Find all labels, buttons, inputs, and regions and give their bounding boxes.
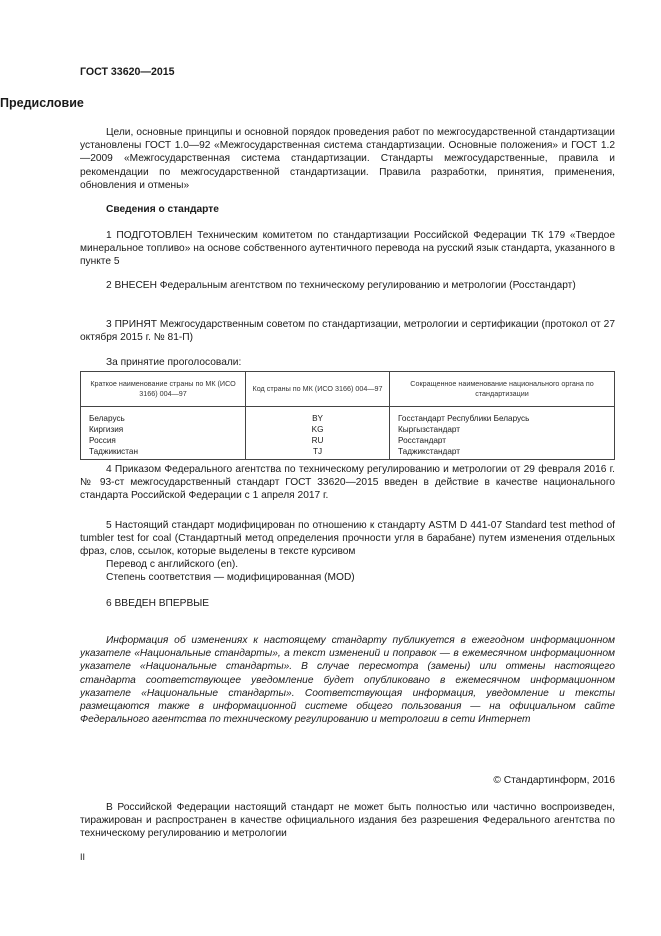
standards-body: Таджикстандарт xyxy=(390,446,615,460)
table-header-row xyxy=(81,372,615,407)
standards-body: Кыргызстандарт xyxy=(390,424,615,435)
country-code: KG xyxy=(246,424,390,435)
table-row xyxy=(81,407,615,425)
item-4-paragraph: 4 Приказом Федерального агентства по техническому регулированию и метрологии от 29 февраля 2016 г. № 93-ст межгосударственный стандарт ГОСТ 33620—2015 введен в действие в качестве национального стандарта Российской Федерации с 1 апреля 2017 г. xyxy=(80,464,615,502)
reproduction-rights: В Российской Федерации настоящий стандарт не может быть полностью или частично воспроизведен, тиражирован и распространен в качестве официального издания без разрешения Федерального агентства по техническому регулированию и метрологии xyxy=(80,802,615,840)
country-name: Беларусь xyxy=(81,407,246,425)
table-row xyxy=(81,424,615,435)
amendments-notice: Информация об изменениях к настоящему стандарту публикуется в ежегодном информационном указателе «Национальные стандарты», а текст изменений и поправок — в ежемесячном информационном указателе «Национальные стандарты». В случае пересмотра (замены) или отмены настоящего стандарта соответствующее уведомление будет опубликовано в ежемесячном информационном указателе «Национальные стандарты». Соответствующая информация, уведомление и тексты размещаются также в информационной системе общего пользования — на официальном сайте Федерального агентства по техническому регулированию и метрологии в сети Интернет xyxy=(80,635,615,726)
country-name: Россия xyxy=(81,435,246,446)
page-number: II xyxy=(80,852,86,862)
country-code: RU xyxy=(246,435,390,446)
table-header-body: Сокращенное наименование национального органа по стандартизации xyxy=(390,372,615,407)
table-row xyxy=(81,446,615,460)
item-5-paragraph: 5 Настоящий стандарт модифицирован по отношению к стандарту ASTM D 441-07 Standard test method of tumbler test for coal (Стандартный метод определения прочности угля в барабане) путем изменения отдельных фраз, слов, ссылок, которые выделены в тексте курсивом xyxy=(80,520,615,558)
voting-table xyxy=(80,371,615,460)
standards-body: Росстандарт xyxy=(390,435,615,446)
document-header-id: ГОСТ 33620—2015 xyxy=(80,66,175,78)
country-name: Таджикистан xyxy=(81,446,246,460)
table-header-country: Краткое наименование страны по МК (ИСО 3166) 004—97 xyxy=(81,372,246,407)
item-2-paragraph: 2 ВНЕСЕН Федеральным агентством по техническому регулированию и метрологии (Росстандарт) xyxy=(106,280,576,291)
item-6-paragraph: 6 ВВЕДЕН ВПЕРВЫЕ xyxy=(106,598,210,609)
item-1-paragraph: 1 ПОДГОТОВЛЕН Техническим комитетом по стандартизации Российской Федерации ТК 179 «Твердое минеральное топливо» на основе собственного аутентичного перевода на русский язык стандарта, указанного в пункте 5 xyxy=(80,230,615,268)
intro-paragraph: Цели, основные принципы и основной порядок проведения работ по межгосударственной стандартизации установлены ГОСТ 1.0—92 «Межгосударственная система стандартизации. Основные положения» и ГОСТ 1.2—2009 «Межгосударственная система стандартизации. Стандарты межгосударственные, правила и рекомендации по межгосударственной стандартизации. Правила разработки, принятия, применения, обновления и отмены» xyxy=(80,127,615,191)
item-5-translation: Перевод с английского (en). xyxy=(106,559,239,570)
info-heading: Сведения о стандарте xyxy=(106,204,219,215)
country-code: BY xyxy=(246,407,390,425)
page-title: Предисловие xyxy=(0,96,84,110)
item-3-paragraph: 3 ПРИНЯТ Межгосударственным советом по стандартизации, метрологии и сертификации (протокол от 27 октября 2015 г. № 81-П) xyxy=(80,319,615,344)
country-name: Киргизия xyxy=(81,424,246,435)
copyright-line: © Стандартинформ, 2016 xyxy=(493,775,615,786)
country-code: TJ xyxy=(246,446,390,460)
table-header-code: Код страны по МК (ИСО 3166) 004—97 xyxy=(246,372,390,407)
standards-body: Госстандарт Республики Беларусь xyxy=(390,407,615,425)
item-5-degree: Степень соответствия — модифицированная (MOD) xyxy=(106,572,355,583)
voted-label: За принятие проголосовали: xyxy=(106,357,242,368)
table-row xyxy=(81,435,615,446)
